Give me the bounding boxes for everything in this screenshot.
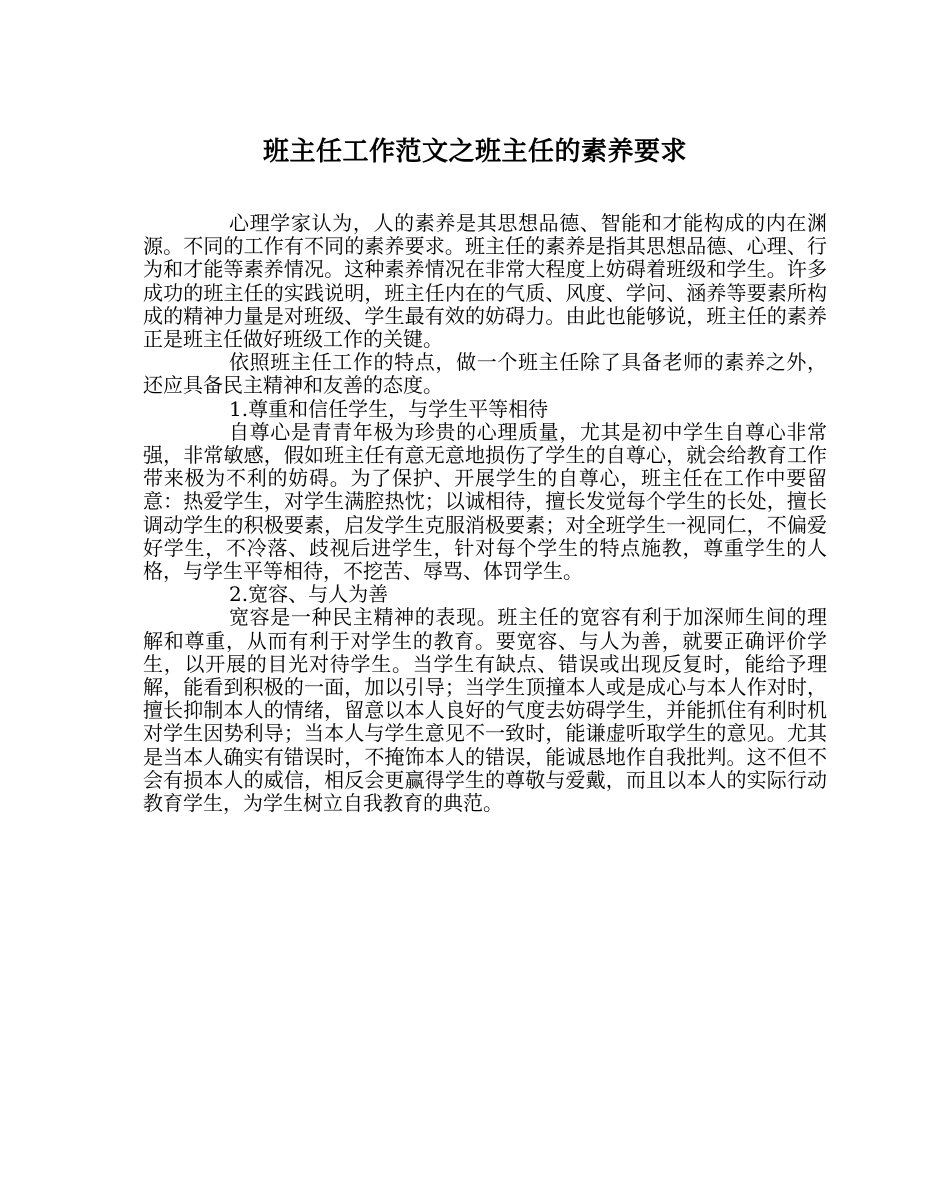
section-heading-tolerance: 2.宽容、与人为善 xyxy=(229,582,389,607)
paragraph-tolerance: 宽容是一种民主精神的表现。班主任的宽容有利于加深师生间的理解和尊重，从而有利于对学生的教育。要宽容、与人为善，就要正确评价学生，以开展的目光对待学生。当学生有缺点、错误或出现反复时，能给予理解，能看到积极的一面，加以引导；当学生顶撞本人或是成心与本人作对时，擅长抑制本人的情绪，留意以本人良好的气度去妨碍学生，并能抓住有利时机对学生因势利导；当本人与学生意见不一致时，能谦虚听取学生的意见。尤其是当本人确实有错误时，不掩饰本人的错误，能诚恳地作自我批判。这不但不会有损本人的威信，相反会更赢得学生的尊敬与爱戴，而且以本人的实际行动教育学生，为学生树立自我教育的典范。 xyxy=(143,605,827,816)
paragraph-requirements: 依照班主任工作的特点，做一个班主任除了具备老师的素养之外，还应具备民主精神和友善的态度。 xyxy=(143,350,827,398)
paragraph-respect: 自尊心是青青年极为珍贵的心理质量，尤其是初中学生自尊心非常强，非常敏感，假如班主任有意无意地损伤了学生的自尊心，就会给教育工作带来极为不利的妨碍。为了保护、开展学生的自尊心，班主任在工作中要留意：热爱学生，对学生满腔热忱；以诚相待，擅长发觉每个学生的长处，擅长调动学生的积极要素，启发学生克服消极要素；对全班学生一视同仁，不偏爱好学生，不冷落、歧视后进学生，针对每个学生的特点施教，尊重学生的人格，与学生平等相待，不挖苦、辱骂、体罚学生。 xyxy=(143,419,827,584)
document-body xyxy=(143,212,827,815)
document-title: 班主任工作范文之班主任的素养要求 xyxy=(262,137,687,167)
section-heading-respect: 1.尊重和信任学生，与学生平等相待 xyxy=(229,396,549,421)
paragraph-intro: 心理学家认为，人的素养是其思想品德、智能和才能构成的内在渊源。不同的工作有不同的素养要求。班主任的素养是指其思想品德、心理、行为和才能等素养情况。这种素养情况在非常大程度上妨碍着班级和学生。许多成功的班主任的实践说明，班主任内在的气质、风度、学问、涵养等要素所构成的精神力量是对班级、学生最有效的妨碍力。由此也能够说，班主任的素养正是班主任做好班级工作的关键。 xyxy=(143,211,827,352)
